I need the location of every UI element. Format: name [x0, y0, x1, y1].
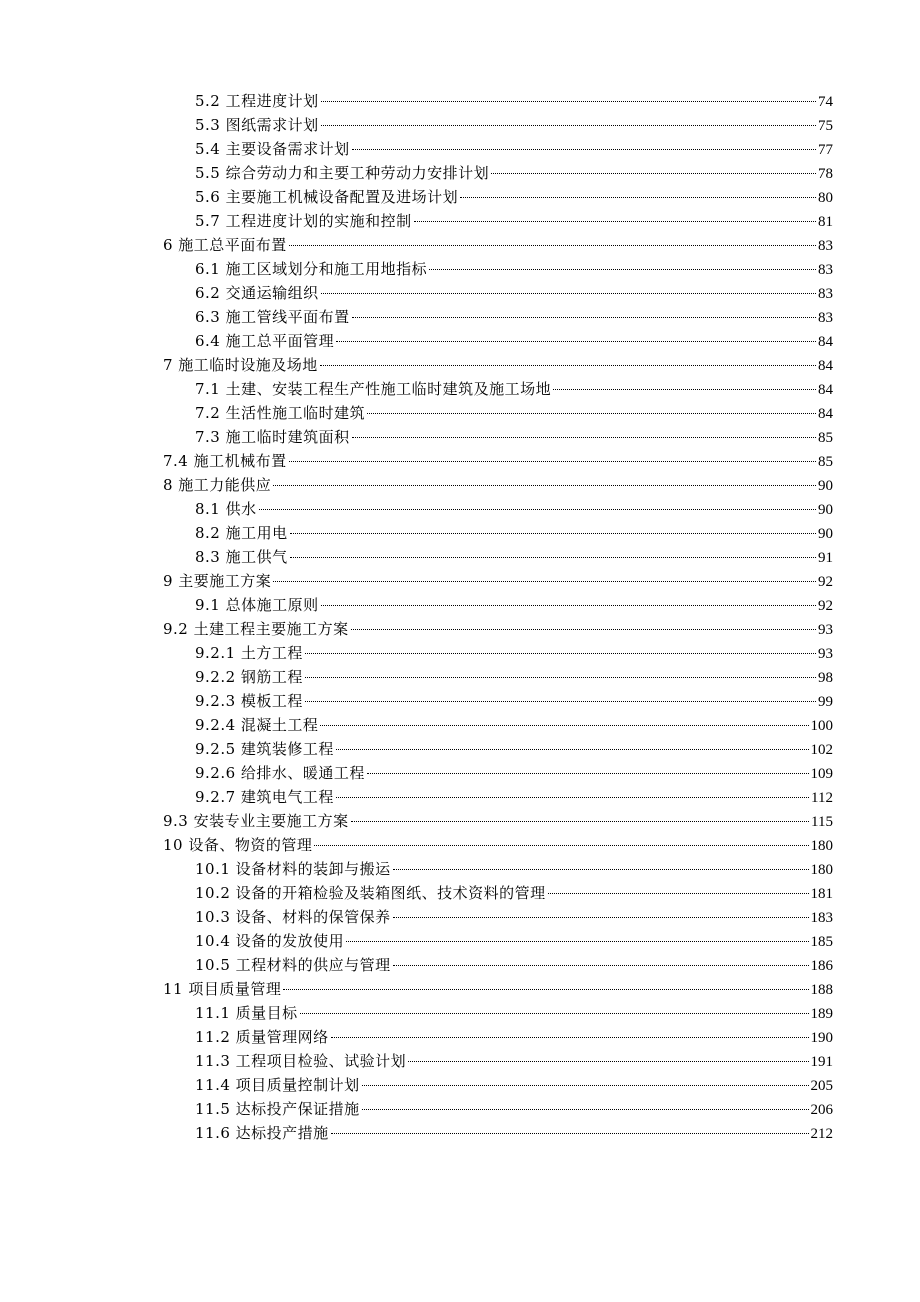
toc-entry[interactable] — [163, 833, 833, 857]
toc-entry-page-number: 180 — [810, 838, 833, 854]
toc-entry-page-number: 84 — [818, 382, 833, 398]
dot-leader — [352, 149, 816, 150]
toc-entry[interactable] — [163, 449, 833, 473]
toc-entry-title: 10.1 设备材料的装卸与搬运 — [195, 860, 391, 878]
toc-entry[interactable] — [163, 569, 833, 593]
toc-entry[interactable] — [163, 857, 833, 881]
toc-entry[interactable] — [163, 521, 833, 545]
dot-leader — [273, 581, 816, 582]
toc-entry-page-number: 93 — [818, 622, 833, 638]
toc-entry-page-number: 112 — [811, 790, 833, 806]
toc-entry-title: 9.2.3 模板工程 — [195, 692, 303, 710]
toc-entry-page-number: 74 — [818, 94, 833, 110]
dot-leader — [336, 797, 809, 798]
toc-entry-title: 11.4 项目质量控制计划 — [195, 1076, 360, 1094]
toc-entry-page-number: 83 — [818, 238, 833, 254]
toc-entry-title: 10.4 设备的发放使用 — [195, 932, 345, 950]
toc-entry-title: 9 主要施工方案 — [163, 572, 272, 590]
dot-leader — [408, 1061, 808, 1062]
toc-entry-title: 7.2 生活性施工临时建筑 — [195, 404, 366, 422]
toc-entry-title: 11.1 质量目标 — [195, 1004, 298, 1022]
dot-leader — [352, 317, 816, 318]
toc-entry-title: 10.3 设备、材料的保管保养 — [195, 908, 391, 926]
toc-entry-title: 7.4 施工机械布置 — [163, 452, 287, 470]
toc-entry-page-number: 83 — [818, 310, 833, 326]
dot-leader — [320, 365, 816, 366]
toc-entry-page-number: 84 — [818, 406, 833, 422]
dot-leader — [460, 197, 816, 198]
dot-leader — [283, 989, 808, 990]
toc-entry[interactable] — [163, 929, 833, 953]
dot-leader — [367, 413, 816, 414]
toc-entry-page-number: 93 — [818, 646, 833, 662]
toc-entry[interactable] — [163, 1001, 833, 1025]
toc-entry[interactable] — [163, 161, 833, 185]
toc-entry-title: 6.1 施工区域划分和施工用地指标 — [195, 260, 428, 278]
dot-leader — [289, 245, 816, 246]
toc-entry-title: 9.2.1 土方工程 — [195, 644, 303, 662]
toc-entry-page-number: 92 — [818, 574, 833, 590]
toc-entry-page-number: 212 — [810, 1126, 833, 1142]
toc-entry-page-number: 99 — [818, 694, 833, 710]
toc-entry[interactable] — [163, 617, 833, 641]
toc-entry-page-number: 189 — [810, 1006, 833, 1022]
toc-entry-title: 11 项目质量管理 — [163, 980, 282, 998]
dot-leader — [331, 1037, 809, 1038]
toc-entry[interactable] — [163, 953, 833, 977]
toc-entry-page-number: 92 — [818, 598, 833, 614]
toc-entry-page-number: 181 — [810, 886, 833, 902]
toc-entry-page-number: 102 — [810, 742, 833, 758]
toc-entry-title: 5.7 工程进度计划的实施和控制 — [195, 212, 412, 230]
toc-entry-title: 8.3 施工供气 — [195, 548, 288, 566]
toc-entry-page-number: 85 — [818, 430, 833, 446]
toc-entry[interactable] — [163, 809, 833, 833]
toc-entry[interactable] — [163, 905, 833, 929]
toc-entry-title: 6.2 交通运输组织 — [195, 284, 319, 302]
dot-leader — [429, 269, 816, 270]
dot-leader — [321, 101, 816, 102]
toc-entry-title: 11.5 达标投产保证措施 — [195, 1100, 360, 1118]
toc-entry[interactable] — [163, 977, 833, 1001]
toc-entry[interactable] — [163, 425, 833, 449]
toc-entry-title: 10 设备、物资的管理 — [163, 836, 313, 854]
dot-leader — [346, 941, 808, 942]
dot-leader — [290, 557, 816, 558]
toc-entry[interactable] — [163, 497, 833, 521]
dot-leader — [290, 533, 816, 534]
toc-entry[interactable] — [163, 593, 833, 617]
toc-entry-page-number: 84 — [818, 334, 833, 350]
toc-entry[interactable] — [163, 881, 833, 905]
toc-entry-page-number: 100 — [810, 718, 833, 734]
toc-entry-title: 8 施工力能供应 — [163, 476, 272, 494]
toc-entry-title: 7 施工临时设施及场地 — [163, 356, 318, 374]
toc-entry[interactable] — [163, 89, 833, 113]
toc-entry-page-number: 78 — [818, 166, 833, 182]
toc-entry-title: 6.4 施工总平面管理 — [195, 332, 335, 350]
toc-entry[interactable] — [163, 473, 833, 497]
toc-entry-title: 5.3 图纸需求计划 — [195, 116, 319, 134]
toc-entry-title: 9.3 安装专业主要施工方案 — [163, 812, 349, 830]
dot-leader — [336, 341, 816, 342]
toc-entry-page-number: 75 — [818, 118, 833, 134]
toc-entry-page-number: 186 — [810, 958, 833, 974]
toc-entry-title: 11.2 质量管理网络 — [195, 1028, 329, 1046]
toc-entry-title: 8.1 供水 — [195, 500, 257, 518]
toc-entry-page-number: 190 — [810, 1030, 833, 1046]
toc-entry-page-number: 205 — [810, 1078, 833, 1094]
toc-entry[interactable] — [163, 281, 833, 305]
toc-entry-page-number: 84 — [818, 358, 833, 374]
dot-leader — [321, 605, 816, 606]
dot-leader — [362, 1085, 809, 1086]
dot-leader — [331, 1133, 809, 1134]
dot-leader — [320, 725, 808, 726]
toc-entry-title: 5.2 工程进度计划 — [195, 92, 319, 110]
dot-leader — [336, 749, 809, 750]
toc-entry[interactable] — [163, 1121, 833, 1145]
dot-leader — [305, 653, 816, 654]
toc-entry-page-number: 191 — [810, 1054, 833, 1070]
dot-leader — [548, 893, 809, 894]
dot-leader — [300, 1013, 809, 1014]
toc-entry[interactable] — [163, 689, 833, 713]
toc-entry-title: 9.1 总体施工原则 — [195, 596, 319, 614]
dot-leader — [393, 917, 809, 918]
dot-leader — [367, 773, 809, 774]
toc-entry-title: 7.3 施工临时建筑面积 — [195, 428, 350, 446]
toc-entry-page-number: 83 — [818, 286, 833, 302]
toc-entry[interactable] — [163, 785, 833, 809]
toc-entry-page-number: 91 — [818, 550, 833, 566]
toc-entry-page-number: 98 — [818, 670, 833, 686]
toc-entry[interactable] — [163, 377, 833, 401]
dot-leader — [491, 173, 816, 174]
toc-entry[interactable] — [163, 1049, 833, 1073]
dot-leader — [393, 869, 809, 870]
toc-entry-page-number: 115 — [811, 814, 833, 830]
dot-leader — [314, 845, 808, 846]
toc-entry[interactable] — [163, 137, 833, 161]
toc-entry[interactable] — [163, 305, 833, 329]
toc-entry-page-number: 90 — [818, 478, 833, 494]
toc-entry-title: 9.2.4 混凝土工程 — [195, 716, 319, 734]
toc-entry-page-number: 85 — [818, 454, 833, 470]
toc-entry[interactable] — [163, 1073, 833, 1097]
dot-leader — [362, 1109, 809, 1110]
toc-entry-page-number: 77 — [818, 142, 833, 158]
toc-entry[interactable] — [163, 713, 833, 737]
toc-entry[interactable] — [163, 401, 833, 425]
table-of-contents — [163, 89, 833, 1145]
toc-entry[interactable] — [163, 209, 833, 233]
dot-leader — [414, 221, 816, 222]
toc-entry[interactable] — [163, 113, 833, 137]
toc-entry[interactable] — [163, 761, 833, 785]
toc-entry-title: 9.2.2 钢筋工程 — [195, 668, 303, 686]
dot-leader — [351, 821, 809, 822]
dot-leader — [305, 701, 816, 702]
toc-entry[interactable] — [163, 545, 833, 569]
toc-entry-title: 5.6 主要施工机械设备配置及进场计划 — [195, 188, 459, 206]
toc-entry-title: 11.3 工程项目检验、试验计划 — [195, 1052, 407, 1070]
dot-leader — [273, 485, 816, 486]
toc-entry-title: 9.2.5 建筑装修工程 — [195, 740, 334, 758]
toc-entry-page-number: 80 — [818, 190, 833, 206]
toc-entry[interactable] — [163, 185, 833, 209]
toc-entry-page-number: 183 — [810, 910, 833, 926]
toc-entry[interactable] — [163, 641, 833, 665]
toc-entry-page-number: 188 — [810, 982, 833, 998]
toc-entry-page-number: 180 — [810, 862, 833, 878]
toc-entry-page-number: 206 — [810, 1102, 833, 1118]
toc-entry-title: 10.5 工程材料的供应与管理 — [195, 956, 391, 974]
dot-leader — [321, 125, 816, 126]
toc-entry-title: 7.1 土建、安装工程生产性施工临时建筑及施工场地 — [195, 380, 552, 398]
toc-entry[interactable] — [163, 665, 833, 689]
dot-leader — [259, 509, 816, 510]
dot-leader — [553, 389, 816, 390]
toc-entry-title: 5.5 综合劳动力和主要工种劳动力安排计划 — [195, 164, 490, 182]
toc-entry-title: 10.2 设备的开箱检验及装箱图纸、技术资料的管理 — [195, 884, 546, 902]
dot-leader — [321, 293, 816, 294]
toc-entry[interactable] — [163, 1097, 833, 1121]
toc-entry-page-number: 185 — [810, 934, 833, 950]
toc-entry-title: 11.6 达标投产措施 — [195, 1124, 329, 1142]
toc-entry-page-number: 90 — [818, 502, 833, 518]
toc-entry-title: 6.3 施工管线平面布置 — [195, 308, 350, 326]
toc-entry-title: 5.4 主要设备需求计划 — [195, 140, 350, 158]
toc-entry-page-number: 90 — [818, 526, 833, 542]
dot-leader — [351, 629, 816, 630]
toc-entry-page-number: 83 — [818, 262, 833, 278]
toc-entry[interactable] — [163, 353, 833, 377]
dot-leader — [352, 437, 816, 438]
toc-entry-title: 9.2.6 给排水、暖通工程 — [195, 764, 365, 782]
toc-entry[interactable] — [163, 233, 833, 257]
dot-leader — [305, 677, 816, 678]
toc-entry[interactable] — [163, 737, 833, 761]
dot-leader — [393, 965, 809, 966]
toc-entry-title: 8.2 施工用电 — [195, 524, 288, 542]
dot-leader — [289, 461, 816, 462]
toc-entry[interactable] — [163, 1025, 833, 1049]
toc-entry-title: 9.2 土建工程主要施工方案 — [163, 620, 349, 638]
toc-entry-page-number: 81 — [818, 214, 833, 230]
toc-entry[interactable] — [163, 257, 833, 281]
toc-entry-title: 9.2.7 建筑电气工程 — [195, 788, 334, 806]
toc-entry-page-number: 109 — [810, 766, 833, 782]
toc-entry[interactable] — [163, 329, 833, 353]
toc-entry-title: 6 施工总平面布置 — [163, 236, 287, 254]
